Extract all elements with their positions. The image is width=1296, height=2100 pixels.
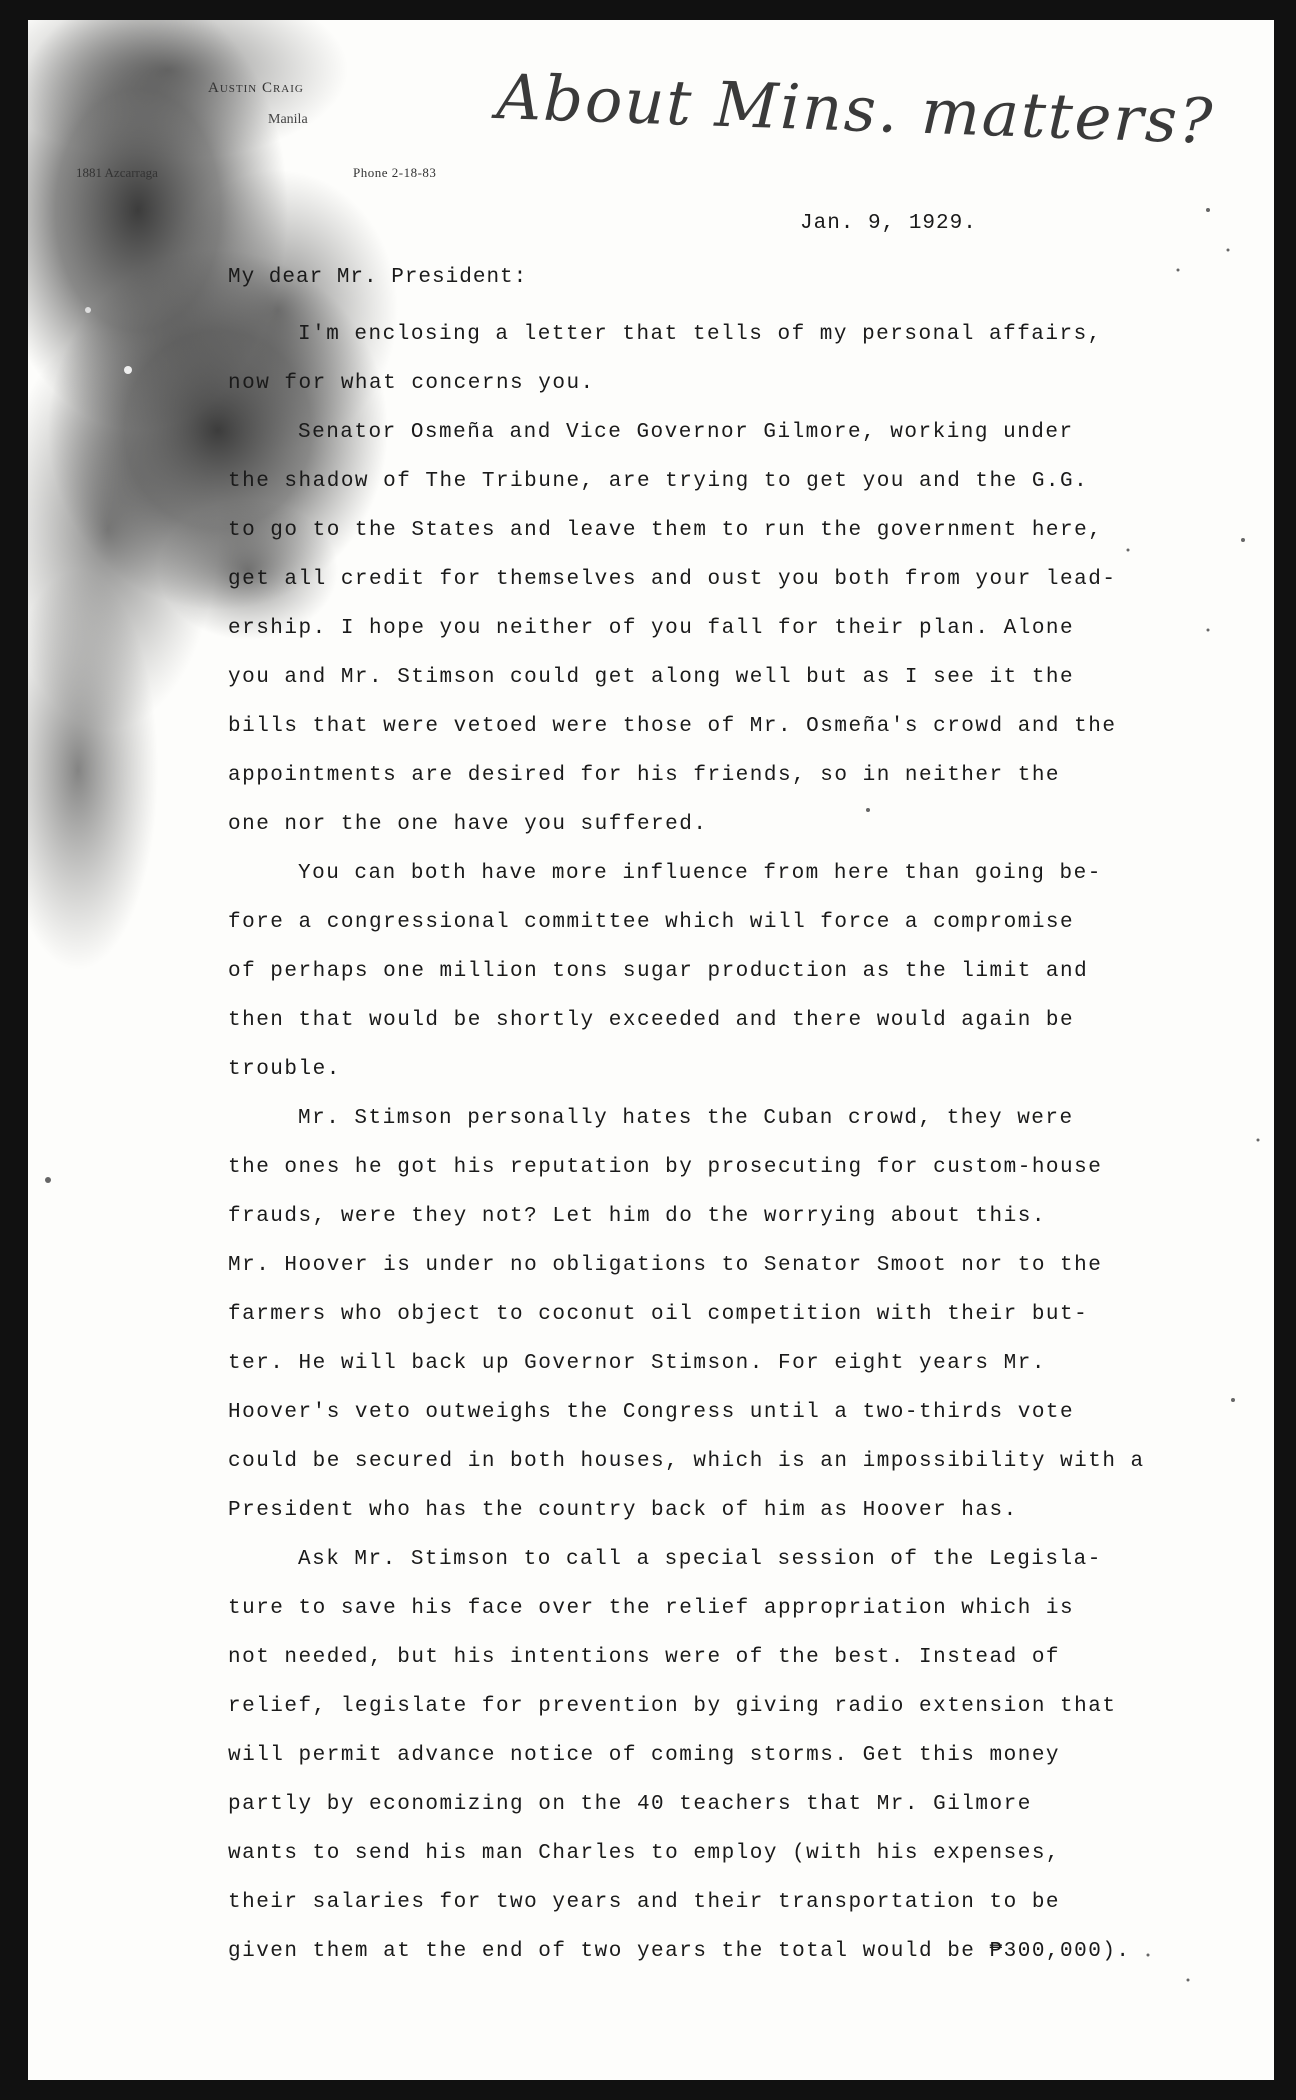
text-line: fore a congressional committee which will force a compromise	[228, 911, 1075, 934]
letter-body	[228, 310, 1228, 1976]
text-line: the ones he got his reputation by prosecuting for custom-house	[228, 1156, 1103, 1179]
text-line: to go to the States and leave them to run the government here,	[228, 519, 1103, 542]
text-line: then that would be shortly exceeded and there would again be	[228, 1009, 1075, 1032]
text-line: President who has the country back of him as Hoover has.	[228, 1499, 1018, 1522]
scan-border-left	[0, 0, 28, 2100]
salutation: My dear Mr. President:	[228, 266, 528, 289]
text-line: ter. He will back up Governor Stimson. For eight years Mr.	[228, 1352, 1046, 1375]
handwritten-annotation: About Mins. matters?	[495, 60, 1216, 159]
letterhead-phone: Phone 2-18-83	[353, 165, 437, 180]
scan-border-top	[0, 0, 1296, 20]
text-line: given them at the end of two years the total would be ₱300,000).	[228, 1940, 1131, 1963]
text-line: farmers who object to coconut oil competition with their but-	[228, 1303, 1089, 1326]
text-line: could be secured in both houses, which is an impossibility with a	[228, 1450, 1145, 1473]
text-line: bills that were vetoed were those of Mr. Osmeña's crowd and the	[228, 715, 1117, 738]
text-line: get all credit for themselves and oust you both from your lead-	[228, 568, 1117, 591]
paragraph	[228, 310, 1228, 408]
scan-border-right	[1274, 0, 1296, 2100]
paragraph	[228, 1535, 1228, 1976]
text-line: will permit advance notice of coming storms. Get this money	[228, 1744, 1061, 1767]
text-line: the shadow of The Tribune, are trying to get you and the G.G.	[228, 470, 1089, 493]
text-line: ership. I hope you neither of you fall for their plan. Alone	[228, 617, 1075, 640]
text-line: now for what concerns you.	[228, 372, 595, 395]
text-line: Mr. Stimson personally hates the Cuban crowd, they were	[298, 1107, 1074, 1130]
paragraph	[228, 1094, 1228, 1535]
paragraph	[228, 849, 1228, 1094]
text-line: Mr. Hoover is under no obligations to Senator Smoot nor to the	[228, 1254, 1103, 1277]
text-line: partly by economizing on the 40 teachers that Mr. Gilmore	[228, 1793, 1032, 1816]
text-line: You can both have more influence from here than going be-	[298, 862, 1102, 885]
letterhead-name: Austin Craig	[208, 80, 304, 96]
letter-page	[28, 20, 1274, 2080]
paragraph	[228, 408, 1228, 849]
text-line: trouble.	[228, 1058, 341, 1081]
text-line: their salaries for two years and their transportation to be	[228, 1891, 1061, 1914]
text-line: you and Mr. Stimson could get along well but as I see it the	[228, 666, 1075, 689]
text-line: not needed, but his intentions were of the best. Instead of	[228, 1646, 1061, 1669]
letter-date: Jan. 9, 1929.	[800, 212, 977, 235]
letterhead-address: 1881 Azcarraga	[76, 165, 158, 180]
text-line: relief, legislate for prevention by giving radio extension that	[228, 1695, 1117, 1718]
text-line: ture to save his face over the relief appropriation which is	[228, 1597, 1075, 1620]
text-line: Senator Osmeña and Vice Governor Gilmore, working under	[298, 421, 1074, 444]
text-line: of perhaps one million tons sugar production as the limit and	[228, 960, 1089, 983]
text-line: one nor the one have you suffered.	[228, 813, 708, 836]
text-line: I'm enclosing a letter that tells of my personal affairs,	[298, 323, 1102, 346]
text-line: Hoover's veto outweighs the Congress until a two-thirds vote	[228, 1401, 1075, 1424]
scan-border-bottom	[0, 2080, 1296, 2100]
text-line: wants to send his man Charles to employ (with his expenses,	[228, 1842, 1061, 1865]
text-line: appointments are desired for his friends, so in neither the	[228, 764, 1061, 787]
text-line: Ask Mr. Stimson to call a special session of the Legisla-	[298, 1548, 1102, 1571]
letterhead-city: Manila	[268, 112, 308, 127]
text-line: frauds, were they not? Let him do the worrying about this.	[228, 1205, 1046, 1228]
